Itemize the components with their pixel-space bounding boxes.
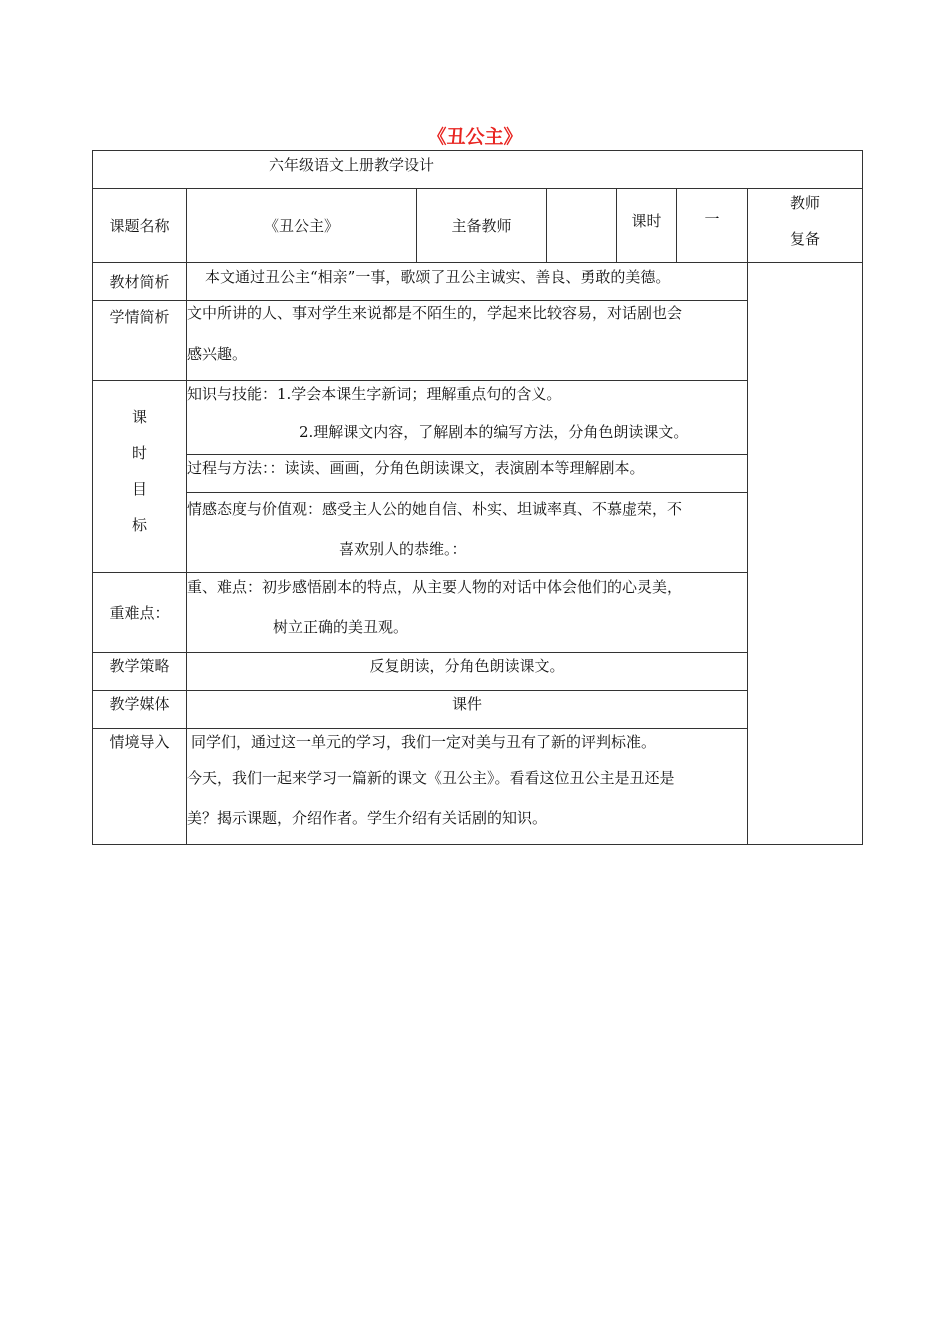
teacher-review-label-1: 教师 — [789, 194, 820, 212]
students-label-cell — [93, 301, 187, 381]
key-points-cell — [187, 573, 748, 653]
lead-teacher-value — [547, 189, 617, 263]
media-label: 教学媒体 — [109, 695, 170, 713]
media-label-cell — [93, 691, 187, 729]
material-text: 本文通过丑公主“相亲”一事，歌颂了丑公主诚实、善良、勇敢的美德。 — [205, 268, 671, 286]
students-row — [93, 301, 863, 381]
teacher-review-header — [748, 189, 863, 263]
strategy-row — [93, 653, 863, 691]
knowledge-line-2: 2.理解课文内容，了解剧本的编写方法，分角色朗读课文。 — [299, 423, 689, 441]
emotion-cell — [187, 493, 748, 573]
material-cell — [187, 263, 748, 301]
students-line-2: 感兴趣。 — [187, 345, 248, 363]
objectives-label-cell — [93, 381, 187, 573]
knowledge-cell — [187, 381, 748, 455]
objectives-label-char-1: 课 — [131, 408, 147, 426]
intro-line-3: 美？揭示课题，介绍作者。学生介绍有关话剧的知识。 — [187, 809, 548, 827]
emotion-line-2: 喜欢别人的恭维。： — [339, 540, 467, 558]
process-cell — [187, 455, 748, 493]
course-name-label: 课题名称 — [93, 189, 187, 263]
periods-label-cell — [617, 189, 677, 263]
intro-row — [93, 729, 863, 845]
students-label: 学情简析 — [109, 308, 170, 326]
intro-label-cell — [93, 729, 187, 845]
info-row — [93, 189, 863, 263]
lead-teacher-label: 主备教师 — [417, 189, 547, 263]
key-points-label: 重难点： — [93, 573, 187, 653]
objectives-label-char-4: 标 — [131, 516, 147, 534]
knowledge-line-1: 知识与技能：1.学会本课生字新词；理解重点句的含义。 — [187, 385, 562, 403]
material-label: 教材简析 — [93, 263, 187, 301]
key-points-row — [93, 573, 863, 653]
periods-value: 一 — [704, 210, 720, 228]
teacher-review-cell — [748, 263, 863, 845]
emotion-line-1: 情感态度与价值观：感受主人公的她自信、朴实、坦诚率真、不慕虚荣，不 — [187, 500, 683, 518]
process-text: 过程与方法：：读读、画画，分角色朗读课文，表演剧本等理解剧本。 — [187, 459, 645, 477]
strategy-label-cell — [93, 653, 187, 691]
intro-cell — [187, 729, 748, 845]
intro-line-2: 今天，我们一起来学习一篇新的课文《丑公主》。看看这位丑公主是丑还是 — [187, 769, 675, 787]
objectives-label-char-2: 时 — [131, 444, 147, 462]
key-points-line-1: 重、难点：初步感悟剧本的特点，从主要人物的对话中体会他们的心灵美， — [187, 578, 683, 596]
media-row — [93, 691, 863, 729]
teacher-review-label-2: 复备 — [789, 230, 820, 248]
intro-label: 情境导入 — [109, 733, 170, 751]
plan-header-cell — [93, 151, 863, 189]
periods-label: 课时 — [631, 212, 662, 230]
material-row — [93, 263, 863, 301]
document-title: 《丑公主》 — [427, 126, 523, 148]
periods-value-cell — [677, 189, 748, 263]
emotion-row — [93, 493, 863, 573]
media-cell — [187, 691, 748, 729]
process-row — [93, 455, 863, 493]
intro-line-1: 同学们，通过这一单元的学习，我们一定对美与丑有了新的评判标准。 — [191, 733, 657, 751]
students-cell — [187, 301, 748, 381]
objectives-label-char-3: 目 — [131, 480, 147, 498]
strategy-label: 教学策略 — [109, 657, 170, 675]
header-row — [93, 151, 863, 189]
strategy-cell — [187, 653, 748, 691]
students-line-1: 文中所讲的人、事对学生来说都是不陌生的，学起来比较容易，对话剧也会 — [187, 304, 683, 322]
course-name-value: 《丑公主》 — [187, 189, 417, 263]
media-text: 课件 — [451, 695, 482, 713]
knowledge-row — [93, 381, 863, 455]
strategy-text: 反复朗读，分角色朗读课文。 — [369, 657, 565, 675]
plan-header-text: 六年级语文上册教学设计 — [269, 156, 435, 174]
lesson-plan-table — [92, 150, 863, 845]
key-points-line-2: 树立正确的美丑观。 — [273, 618, 409, 636]
